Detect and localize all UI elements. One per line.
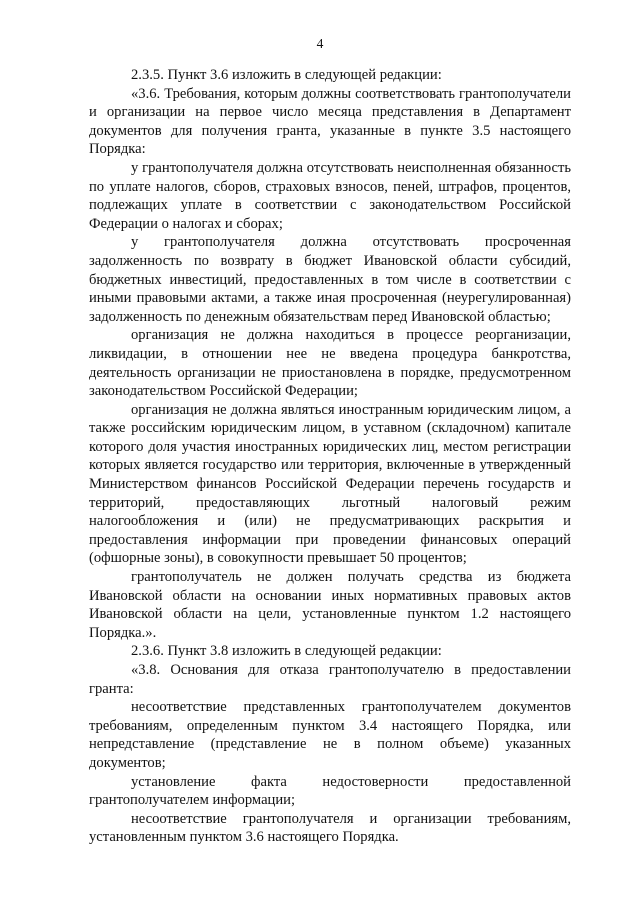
paragraph-tax-obligation: у грантополучателя должна отсутствовать неисполненная обязанность по уплате налогов, сборов, страховых взносов, пеней, штрафов, процентов, подлежащих уплате в соответствии с законодательством Российской Федерации о налогах и сборах; xyxy=(89,159,571,232)
paragraph-item-2-3-5: 2.3.5. Пункт 3.6 изложить в следующей редакции: xyxy=(131,67,442,83)
paragraph-reorganization: организация не должна находиться в процессе реорганизации, ликвидации, в отношении нее не введена процедура банкротства, деятельность организации не приостановлена в порядке, предусмотренном законодательством Российской Федерации; xyxy=(89,327,571,400)
paragraph-other-funds: грантополучатель не должен получать средства из бюджета Ивановской области на основании иных нормативных правовых актов Ивановской области на цели, установленные пунктом 1.2 настоящего Порядка.». xyxy=(89,569,571,641)
paragraph-requirements-mismatch: несоответствие грантополучателя и организации требованиям, установленным пунктом 3.6 настоящего Порядка. xyxy=(89,810,571,846)
paragraph-document-mismatch: несоответствие представленных грантополучателем документов требованиям, определенным пунктом 3.4 настоящего Порядка, или непредставление (представление не в полном объеме) указанных документов; xyxy=(89,699,571,771)
paragraph-overdue-debt: у грантополучателя должна отсутствовать просроченная задолженность по возврату в бюджет Ивановской области субсидий, бюджетных инвестиций, предоставленных в том числе в соответствии с иными правовыми актами, а также иная просроченная (неурегулированная) задолженность по денежным обязательствам перед Ивановской областью; xyxy=(89,234,571,325)
paragraph-false-information: установление факта недостоверности предоставленной грантополучателем информации; xyxy=(89,773,571,809)
paragraph-foreign-entity: организация не должна являться иностранным юридическим лицом, а также российским юридическим лицом, в уставном (складочном) капитале которого доля участия иностранных юридических лиц, местом регистрации которых является государство или территория, включенные в утвержденный Министерством финансов Российской Федерации перечень государств и территорий, предоставляющих льготный налоговый режим налогообложения и (или) не предусматривающих раскрытия и предоставления информации при проведении финансовых операций (офшорные зоны), в совокупности превышает 50 процентов; xyxy=(89,401,571,567)
document-body xyxy=(89,66,571,847)
paragraph-clause-3-8-intro: «3.8. Основания для отказа грантополучателю в предоставлении гранта: xyxy=(89,662,571,697)
paragraph-item-2-3-6: 2.3.6. Пункт 3.8 изложить в следующей редакции: xyxy=(131,643,442,660)
page-number: 4 xyxy=(316,36,324,51)
paragraph-clause-3-6-intro: «3.6. Требования, которым должны соответствовать грантополучатели и организации на первое число месяца представления в Департамент документов для получения гранта, указанные в пункте 3.5 настоящего Порядка: xyxy=(89,85,571,158)
